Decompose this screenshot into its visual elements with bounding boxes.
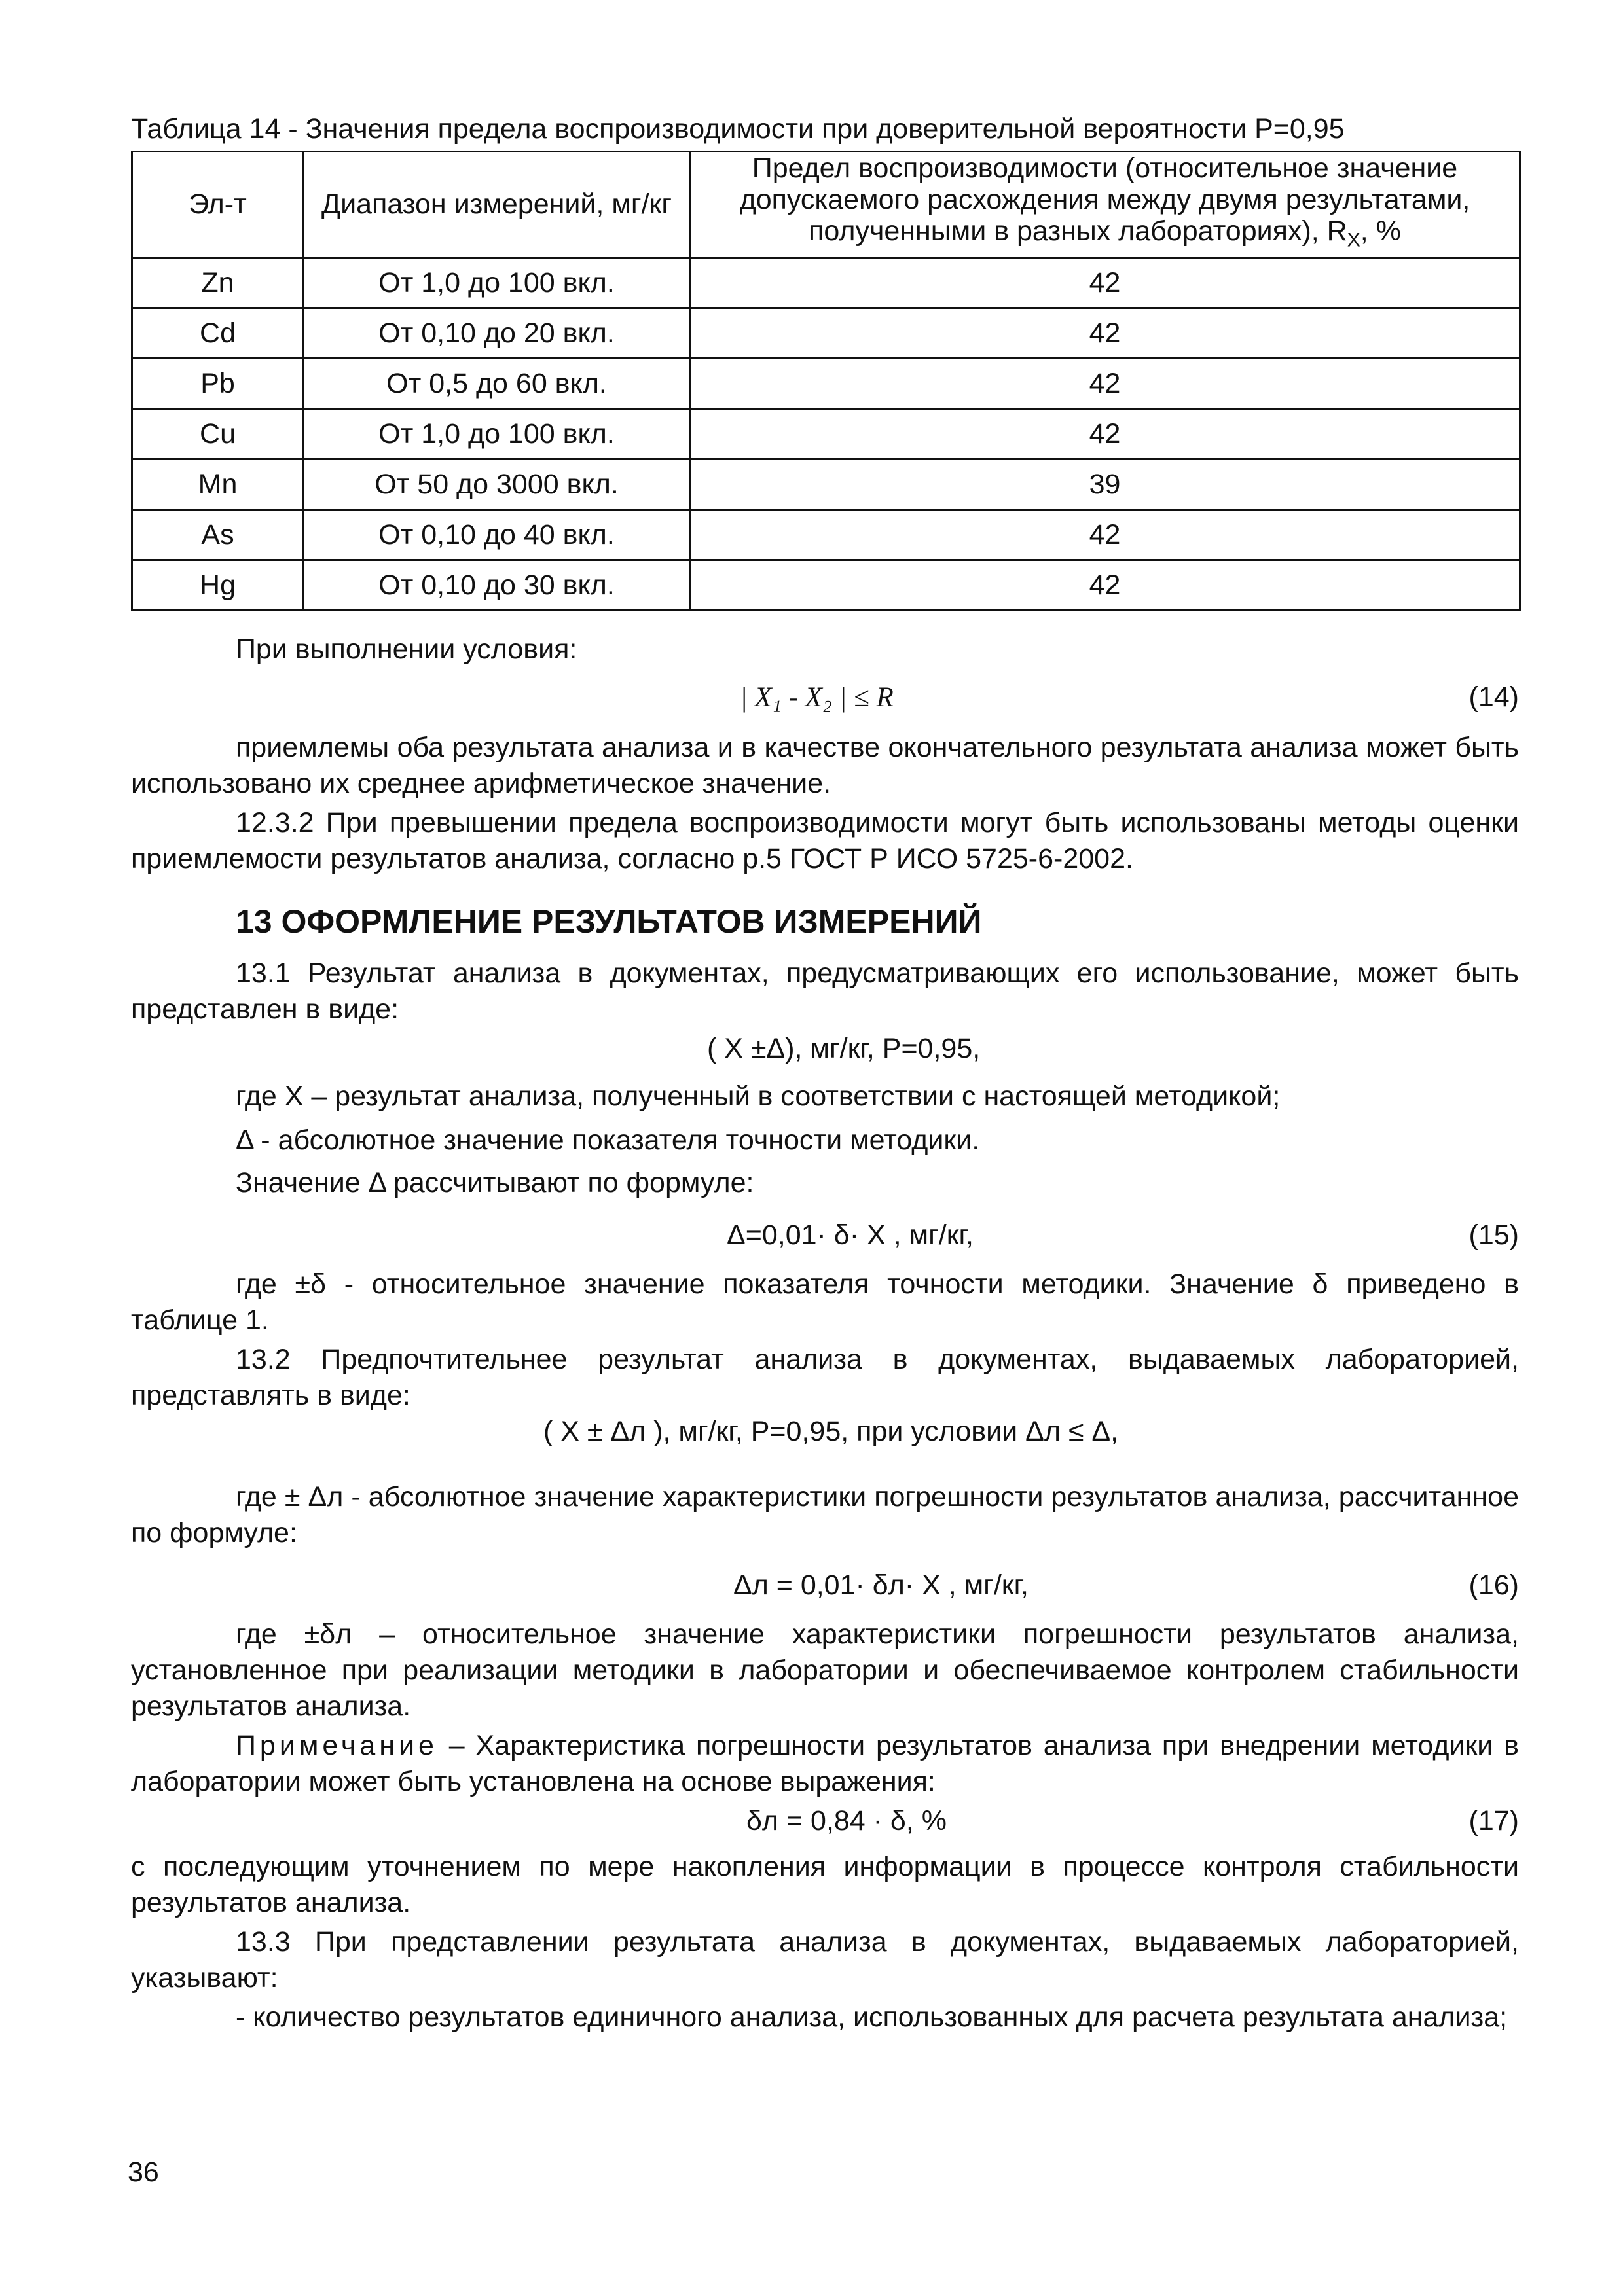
cell-range: От 0,10 до 40 вкл. bbox=[304, 509, 690, 560]
header-limit-unit: , % bbox=[1360, 215, 1401, 247]
cell-range: От 1,0 до 100 вкл. bbox=[304, 257, 690, 308]
table-row bbox=[132, 459, 1520, 509]
paragraph-acceptable: приемлемы оба результата анализа и в качестве окончательного результата анализа может быть использовано их среднее арифметическое значение. bbox=[131, 732, 1519, 799]
cell-element: Zn bbox=[132, 257, 304, 308]
table-row bbox=[132, 509, 1520, 560]
paragraph-13-2: 13.2 Предпочтительнее результат анализа в документах, выдаваемых лабораторией, представлять в виде: bbox=[131, 1344, 1519, 1411]
table-row bbox=[132, 560, 1520, 610]
header-element: Эл-т bbox=[132, 152, 304, 258]
formula-17: δл = 0,84 · δ, % bbox=[746, 1805, 947, 1837]
formula-16: Δл = 0,01· δл· X , мг/кг, bbox=[733, 1570, 1029, 1601]
where-x-text: где X – результат анализа, полученный в соответствии с настоящей методикой; bbox=[236, 1081, 1281, 1112]
page-number: 36 bbox=[128, 2157, 159, 2188]
cell-limit: 42 bbox=[690, 509, 1520, 560]
cell-element: Hg bbox=[132, 560, 304, 610]
table-row bbox=[132, 257, 1520, 308]
note-label: Примечание bbox=[236, 1730, 438, 1761]
note-text: – Характеристика погрешности результатов анализа при внедрении методики в лаборатории может быть установлена на основе выражения: bbox=[131, 1730, 1519, 1797]
formula-16-number: (16) bbox=[1468, 1570, 1519, 1601]
table-row bbox=[132, 358, 1520, 408]
paragraph-13-3: 13.3 При представлении результата анализа в документах, выдаваемых лабораторией, указывают: bbox=[131, 1926, 1519, 1994]
table-header-row bbox=[132, 152, 1520, 258]
formula-15-number: (15) bbox=[1468, 1219, 1519, 1251]
table-row bbox=[132, 308, 1520, 358]
paragraph-12-3-2: 12.3.2 При превышении предела воспроизводимости могут быть использованы методы оценки приемлемости результатов анализа, согласно р.5 ГОСТ Р ИСО 5725-6-2002. bbox=[131, 807, 1519, 874]
formula-lab-form: ( X ± Δл ), мг/кг, P=0,95, при условии Δл ≤ Δ, bbox=[543, 1416, 1119, 1447]
table-row bbox=[132, 408, 1520, 459]
cell-element: As bbox=[132, 509, 304, 560]
paragraph-delta-relative: где ±δ - относительное значение показателя точности методики. Значение δ приведено в таблице 1. bbox=[131, 1268, 1519, 1336]
paragraph-followup: с последующим уточнением по мере накопления информации в процессе контроля стабильности результатов анализа. bbox=[131, 1851, 1519, 1918]
cell-limit: 39 bbox=[690, 459, 1520, 509]
cell-limit: 42 bbox=[690, 308, 1520, 358]
cell-limit: 42 bbox=[690, 257, 1520, 308]
reproducibility-table bbox=[131, 151, 1521, 611]
list-item-count: - количество результатов единичного анализа, использованных для расчета результата анализа; bbox=[236, 2001, 1508, 2033]
paragraph-13-1: 13.1 Результат анализа в документах, предусматривающих его использование, может быть представлен в виде: bbox=[131, 958, 1519, 1025]
paragraph-delta-lab: где ± Δл - абсолютное значение характеристики погрешности результатов анализа, рассчитанное по формуле: bbox=[131, 1481, 1519, 1549]
delta-definition: Δ - абсолютное значение показателя точности методики. bbox=[236, 1124, 980, 1156]
note-paragraph bbox=[131, 1728, 1519, 1800]
formula-14: | X₁ - X₂ | ≤ R bbox=[740, 682, 894, 713]
formula-14-number: (14) bbox=[1468, 681, 1519, 713]
formula-17-number: (17) bbox=[1468, 1805, 1519, 1837]
cell-element: Mn bbox=[132, 459, 304, 509]
header-limit-subscript: X bbox=[1347, 229, 1360, 251]
section-13-heading: 13 ОФОРМЛЕНИЕ РЕЗУЛЬТАТОВ ИЗМЕРЕНИЙ bbox=[236, 903, 982, 940]
cell-limit: 42 bbox=[690, 358, 1520, 408]
cell-range: От 0,10 до 30 вкл. bbox=[304, 560, 690, 610]
header-limit bbox=[690, 152, 1520, 258]
paragraph-delta-lab-relative: где ±δл – относительное значение характеристики погрешности результатов анализа, установленное при реализации методики в лаборатории и обеспечиваемое контролем стабильности результатов анализа. bbox=[131, 1619, 1519, 1722]
formula-15: Δ=0,01· δ· X , мг/кг, bbox=[727, 1219, 974, 1251]
formula-result-form: ( X ±Δ), мг/кг, P=0,95, bbox=[707, 1033, 981, 1064]
cell-element: Cd bbox=[132, 308, 304, 358]
delta-formula-intro: Значение Δ рассчитывают по формуле: bbox=[236, 1167, 754, 1198]
cell-range: От 0,10 до 20 вкл. bbox=[304, 308, 690, 358]
condition-text: При выполнении условия: bbox=[236, 634, 577, 665]
cell-range: От 0,5 до 60 вкл. bbox=[304, 358, 690, 408]
header-limit-text: Предел воспроизводимости (относительное значение допускаемого расхождения между двумя результатами, полученными в разных лабораториях), R bbox=[739, 152, 1470, 247]
table-caption: Таблица 14 - Значения предела воспроизводимости при доверительной вероятности P=0,95 bbox=[131, 113, 1345, 145]
cell-element: Cu bbox=[132, 408, 304, 459]
cell-limit: 42 bbox=[690, 560, 1520, 610]
cell-range: От 50 до 3000 вкл. bbox=[304, 459, 690, 509]
cell-element: Pb bbox=[132, 358, 304, 408]
cell-range: От 1,0 до 100 вкл. bbox=[304, 408, 690, 459]
cell-limit: 42 bbox=[690, 408, 1520, 459]
header-range: Диапазон измерений, мг/кг bbox=[304, 152, 690, 258]
